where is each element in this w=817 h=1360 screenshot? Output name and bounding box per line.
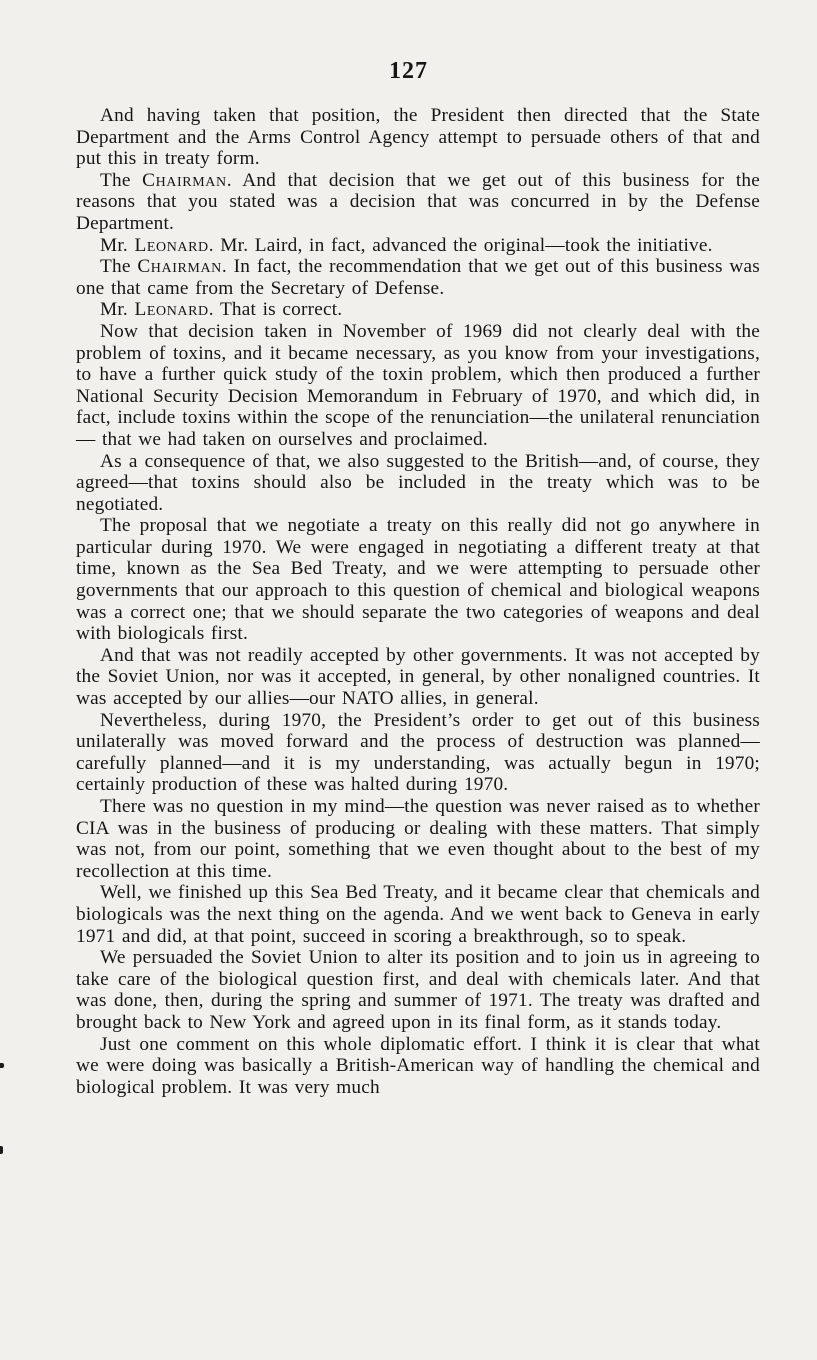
paragraph xyxy=(76,321,760,451)
paragraph-text: And that was not readily accepted by other governments. It was not accepted by the Soviet Union, nor was it accepted, in general, by other nonaligned countries. It was accepted by our allies—our NATO allies, in general. xyxy=(76,644,760,710)
paragraph xyxy=(76,451,760,516)
paragraph xyxy=(76,299,760,321)
paragraph-text: . That is correct. xyxy=(208,299,343,321)
paragraph-text: . In fact, the recommendation that we get out of this business was one that came from the Secretary of Defense. xyxy=(76,256,760,299)
paragraph xyxy=(76,170,760,235)
paragraph-text: Just one comment on this whole diplomatic effort. I think it is clear that what we were doing was basically a British-American way of handling the chemical and biological problem. It was very much xyxy=(76,1033,760,1098)
text-block xyxy=(76,105,760,1098)
paragraph-text: There was no question in my mind—the question was never raised as to whether CIA was in the business of producing or dealing with these matters. That simply was not, from our point, something that we even thought about to the best of my recollection at this time. xyxy=(76,796,760,882)
paragraph xyxy=(76,710,760,796)
paragraph-text: As a consequence of that, we also suggested to the British—and, of course, they agreed—that toxins should also be included in the treaty which was to be negotiated. xyxy=(76,450,760,515)
paragraph-text: Now that decision taken in November of 1969 did not clearly deal with the problem of toxins, and it became necessary, as you know from your investigations, to have a further quick study of the toxin problem, which then produced a further National Security Decision Memorandum in February of 1970, and which did, in fact, include toxins within the scope of the renunciation—the unilateral renunciation— that we had taken on ourselves and proclaimed. xyxy=(76,320,760,450)
paragraph-text: Well, we finished up this Sea Bed Treaty, and it became clear that chemicals and biologicals was the next thing on the agenda. And we went back to Geneva in early 1971 and did, at that point, succeed in scoring a breakthrough, so to speak. xyxy=(76,882,760,947)
paragraph xyxy=(76,882,760,947)
speaker-prefix: The xyxy=(100,169,143,191)
paragraph-text: And having taken that position, the President then directed that the State Department and the Arms Control Agency attempt to persuade others of that and put this in treaty form. xyxy=(76,105,760,170)
paragraph xyxy=(76,796,760,882)
speaker-name: Leonard xyxy=(134,234,209,256)
paragraph-text: . Mr. Laird, in fact, advanced the original—took the initiative. xyxy=(208,234,713,256)
paragraph-text: Nevertheless, during 1970, the President’s order to get out of this business unilaterally was moved forward and the process of destruction was planned—carefully planned—and it is my understanding, was actually begun in 1970; certainly production of these was halted during 1970. xyxy=(76,709,760,796)
paragraph xyxy=(76,947,760,1033)
speaker-prefix: Mr. xyxy=(100,299,135,321)
speaker-prefix: The xyxy=(100,256,138,278)
paragraph xyxy=(76,515,760,645)
paragraph xyxy=(76,645,760,710)
paragraph-text: . And that decision that we get out of this business for the reasons that you stated was a decision that was concurred in by the Defense Department. xyxy=(76,169,760,234)
speaker-name: Chairman xyxy=(137,256,222,278)
speaker-prefix: Mr. xyxy=(100,234,135,256)
paragraph xyxy=(76,256,760,299)
paragraph-text: The proposal that we negotiate a treaty on this really did not go anywhere in particular during 1970. We were engaged in negotiating a different treaty at that time, known as the Sea Bed Treaty, and we were attempting to persuade other governments that our approach to this question of chemical and biological weapons was a correct one; that we should separate the two categories of weapons and deal with biologicals first. xyxy=(76,515,760,645)
paragraph-text: We persuaded the Soviet Union to alter its position and to join us in agreeing to take care of the biological question first, and deal with chemicals later. And that was done, then, during the spring and summer of 1971. The treaty was drafted and brought back to New York and agreed upon in its final form, as it stands today. xyxy=(76,947,760,1033)
scan-artifact xyxy=(0,1063,4,1068)
paragraph xyxy=(76,105,760,170)
paragraph xyxy=(76,235,760,257)
speaker-name: Chairman xyxy=(142,169,227,191)
paragraph xyxy=(76,1034,760,1099)
speaker-name: Leonard xyxy=(134,299,209,321)
scan-artifact xyxy=(0,1146,3,1154)
page-number: 127 xyxy=(389,58,428,84)
